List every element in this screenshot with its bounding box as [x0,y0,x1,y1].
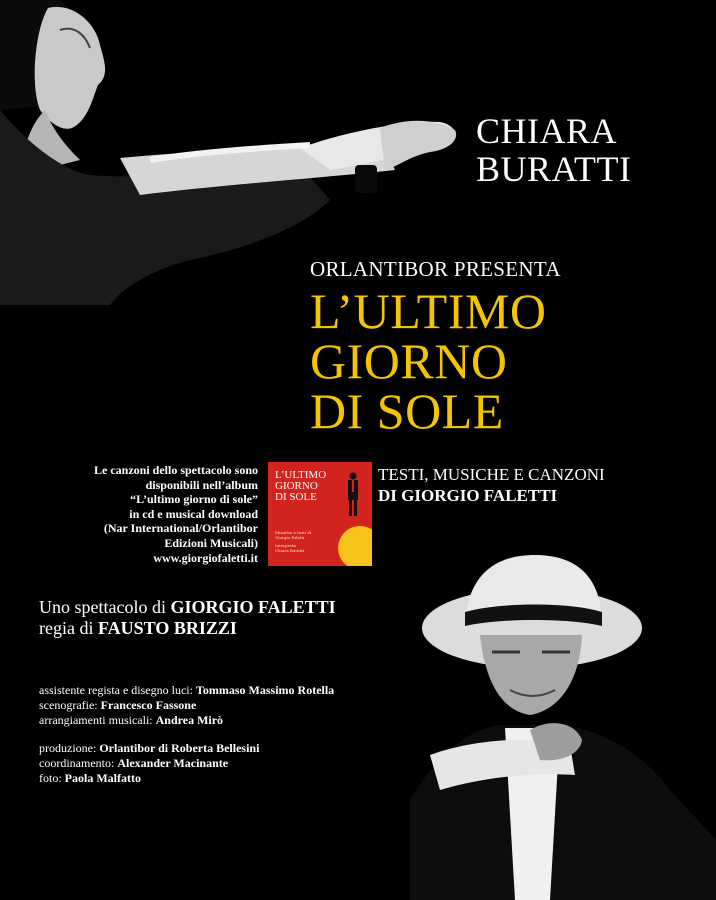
title-line: DI SOLE [310,383,504,439]
album-info-line: disponibili nell’album [145,477,258,492]
cover-small-line: Musiche e testi di [275,530,312,535]
album-cover [268,462,372,566]
title-line: L’ULTIMO [310,283,547,339]
crew-role: arrangiamenti musicali: [39,713,153,728]
credits-line: DI GIORGIO FALETTI [378,486,558,505]
crew-row [39,771,334,786]
crew-credits [39,683,334,786]
crew-name: Francesco Fassone [100,698,197,713]
crew-name: Orlantibor di Roberta Bellesini [99,740,260,755]
album-info-line: Edizioni Musicali) [164,535,258,550]
crew-name: Andrea Mirò [155,713,224,728]
crew-row [39,713,334,728]
album-website-link[interactable]: www.giorgiofaletti.it [153,550,258,565]
crew-role: coordinamento: [39,755,115,770]
album-info-line: Le canzoni dello spettacolo sono [94,463,258,477]
crew-role: scenografie: [39,698,98,713]
crew-name: Alexander Macinante [117,755,229,770]
crew-name: Paola Malfatto [64,771,141,786]
artist-name [476,112,632,188]
credits-line: TESTI, MUSICHE E CANZONI [378,465,605,484]
spectacle-director-row [39,618,336,639]
cover-title-line: GIORNO [275,480,318,492]
presenter-line: ORLANTIBOR PRESENTA [310,257,561,281]
album-info-line: “L’ultimo giorno di sole” [130,492,258,507]
crew-role: foto: [39,771,62,786]
crew-name: Tommaso Massimo Rotella [195,683,335,697]
cover-small-line: Interpreta [275,543,296,548]
spectacle-label: Uno spettacolo di [39,597,166,617]
crew-row [39,698,334,713]
album-info-line: (Nar International/Orlantibor [103,521,258,536]
crew-role: assistente regista e disegno luci: [39,683,193,697]
spectacle-author-row [39,597,336,618]
crew-row [39,756,334,771]
spectacle-author-name: GIORGIO FALETTI [170,597,336,617]
spectacle-director-name: FAUSTO BRIZZI [97,618,237,638]
spectacle-info [39,597,336,639]
crew-row [39,741,334,756]
title-line: GIORNO [310,333,508,389]
artist-last-name: BURATTI [476,149,632,189]
crew-row [39,683,334,698]
author-photo [410,540,716,900]
cover-title-line: DI SOLE [275,491,317,503]
cover-title-line: L’ULTIMO [275,469,327,481]
crew-spacer [39,729,334,741]
album-info-line: in cd e musical download [129,506,258,521]
crew-role: produzione: [39,740,97,755]
artist-first-name: CHIARA [476,111,618,151]
spectacle-label: regia di [39,618,94,638]
cover-small-line: Giorgio Faletti [275,535,305,540]
cover-small-line: Chiara Buratti [275,548,305,553]
show-title [310,283,547,439]
album-info [20,463,258,565]
album-cover-small-text [275,530,325,553]
credits-heading [378,464,605,506]
